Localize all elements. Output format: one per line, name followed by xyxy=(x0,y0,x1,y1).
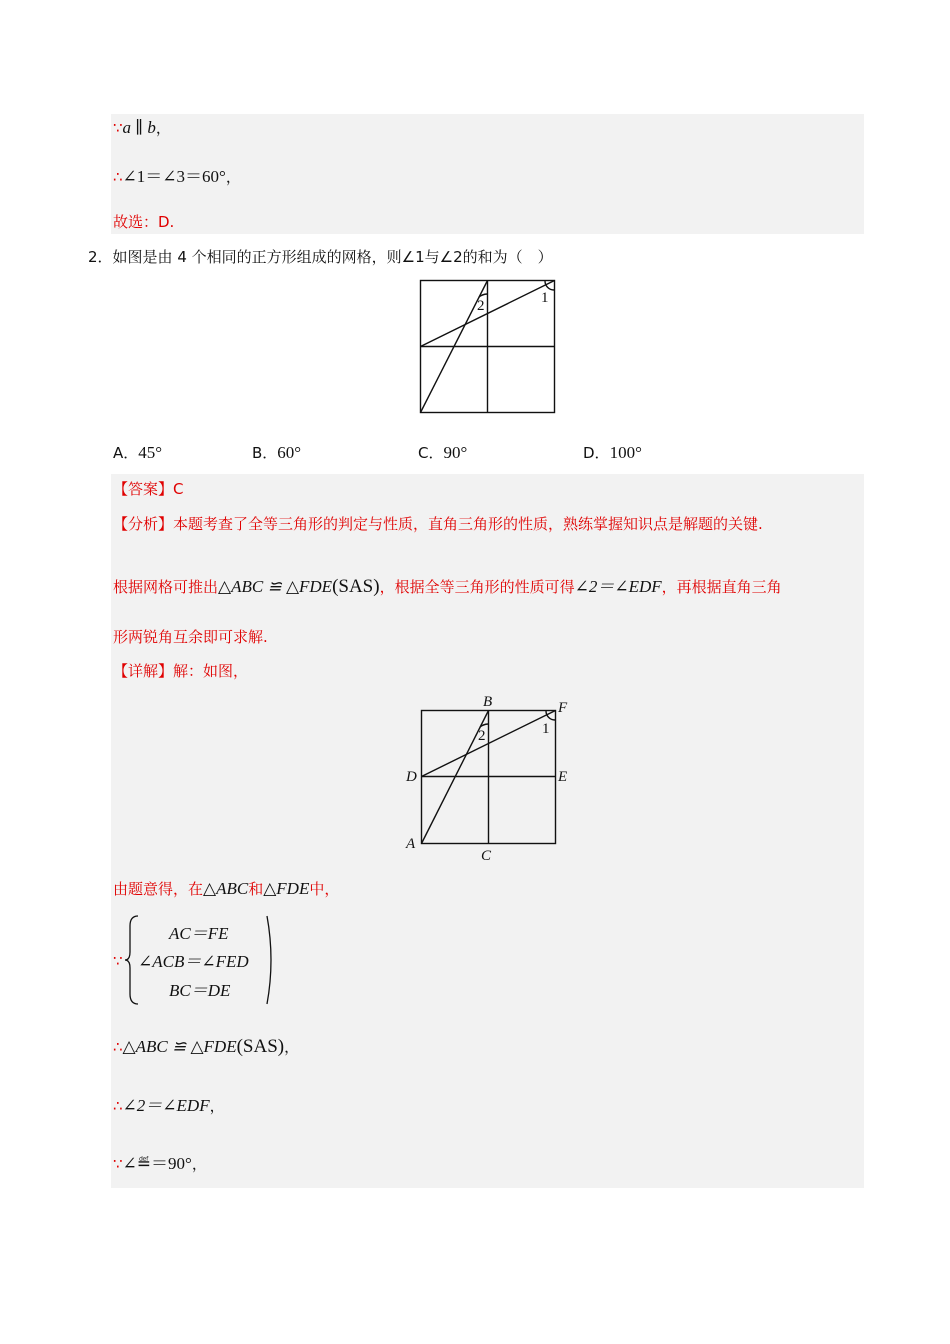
answer-line: 【答案】C xyxy=(113,480,184,498)
option-d[interactable]: D．100° xyxy=(583,443,642,462)
condition-ac-fe: AC＝FE xyxy=(169,924,229,943)
point-a-label: A xyxy=(406,836,416,852)
condition-bc-de: BC＝DE xyxy=(169,981,231,1000)
detail-step-angle: ∴∠2＝∠EDF， xyxy=(113,1096,225,1115)
detail-step-congruent: ∴△ABC ≌ △FDE(SAS)， xyxy=(113,1036,300,1057)
therefore-line: ∴∠1＝∠3＝60°， xyxy=(113,167,241,186)
point-e-label: E xyxy=(558,769,568,785)
angle-2-label: 2 xyxy=(477,298,485,314)
choose-line: 故选：D. xyxy=(113,213,175,231)
detail-step-right-angle: ∵∠≝＝90°， xyxy=(113,1154,207,1173)
since-line: ∵a ∥ b， xyxy=(113,118,171,137)
detail-line: 【详解】解：如图， xyxy=(113,662,249,680)
point-d-label: D xyxy=(406,769,417,785)
angle-2-label: 2 xyxy=(478,728,486,744)
detail-step-1: 由题意得，在△ABC和△FDE中， xyxy=(113,879,340,898)
point-f-label: F xyxy=(558,700,568,716)
right-paren xyxy=(264,914,278,1006)
option-a[interactable]: A．45° xyxy=(113,443,163,462)
angle-1-label: 1 xyxy=(541,290,549,306)
analysis-paragraph: 根据网格可推出△ABC ≌ △FDE(SAS)，根据全等三角形的性质可得∠2＝∠EDF，再根据直角三角 xyxy=(113,576,782,597)
grid-figure xyxy=(410,272,570,422)
point-b-label: B xyxy=(483,694,493,710)
point-c-label: C xyxy=(481,848,492,864)
option-c[interactable]: C．90° xyxy=(418,443,468,462)
question-stem: 2．如图是由 4 个相同的正方形组成的网格，则∠1与∠2的和为（ ） xyxy=(88,248,553,266)
condition-angle: ∠ACB＝∠FED xyxy=(138,952,249,971)
analysis-paragraph-end: 形两锐角互余即可求解. xyxy=(113,628,268,646)
angle-1-label: 1 xyxy=(542,721,550,737)
analysis-line: 【分析】本题考查了全等三角形的判定与性质，直角三角形的性质，熟练掌握知识点是解题的关键. xyxy=(113,515,763,533)
since-symbol: ∵ xyxy=(113,952,123,970)
labeled-grid-figure xyxy=(395,688,585,868)
option-b[interactable]: B．60° xyxy=(252,443,302,462)
